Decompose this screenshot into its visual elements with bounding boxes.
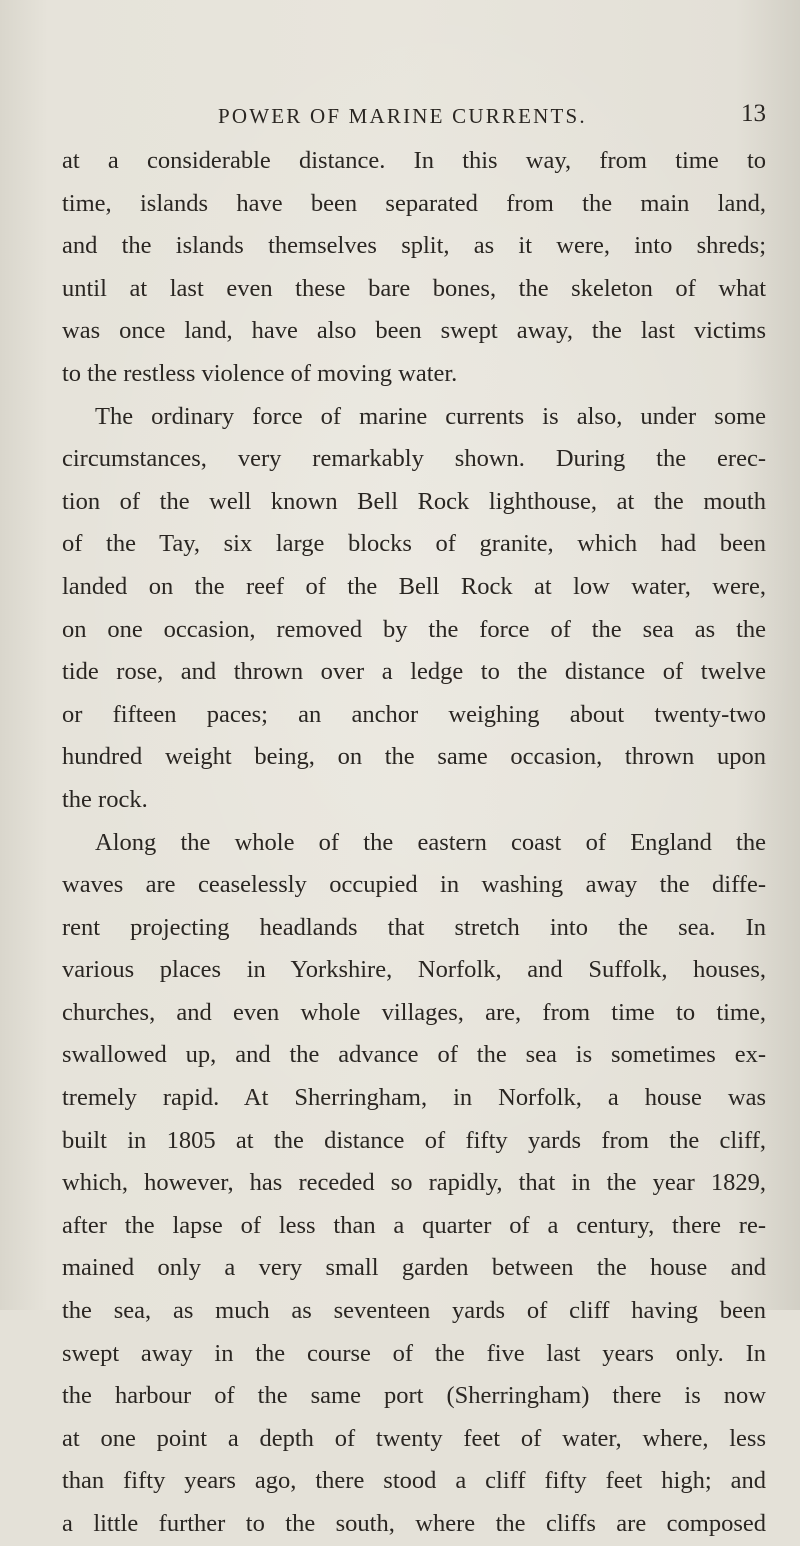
text-line: mained only a very small garden between the house and	[62, 1254, 766, 1282]
text-line: the harbour of the same port (Sherringham) there is now	[62, 1382, 766, 1410]
running-head	[0, 100, 800, 134]
text-line: tide rose, and thrown over a ledge to the distance of twelve	[62, 658, 766, 686]
text-line: of the Tay, six large blocks of granite, which had been	[62, 530, 766, 558]
text-line: Along the whole of the eastern coast of England the	[95, 828, 766, 856]
text-line: rent projecting headlands that stretch into the sea. In	[62, 913, 766, 941]
text-line: churches, and even whole villages, are, from time to time,	[62, 998, 766, 1026]
text-line: tion of the well known Bell Rock lighthouse, at the mouth	[62, 487, 766, 515]
text-line: the rock.	[62, 785, 148, 813]
text-line: swept away in the course of the five last years only. In	[62, 1339, 766, 1367]
text-line: circumstances, very remarkably shown. During the erec-	[62, 445, 766, 473]
text-line: the sea, as much as seventeen yards of cliff having been	[62, 1297, 766, 1325]
text-line: waves are ceaselessly occupied in washing away the diffe-	[62, 871, 766, 899]
text-line: at a considerable distance. In this way, from time to	[62, 147, 766, 174]
text-line: and the islands themselves split, as it were, into shreds;	[62, 232, 766, 260]
text-line: than fifty years ago, there stood a cliff fifty feet high; and	[62, 1467, 766, 1495]
text-line: was once land, have also been swept away, the last victims	[62, 317, 766, 345]
text-line: built in 1805 at the distance of fifty yards from the cliff,	[62, 1126, 766, 1154]
running-title: POWER OF MARINE CURRENTS.	[218, 104, 587, 128]
text-line: time, islands have been separated from the main land,	[62, 189, 766, 217]
text-line: landed on the reef of the Bell Rock at low water, were,	[62, 572, 766, 600]
text-line: hundred weight being, on the same occasion, thrown upon	[62, 743, 766, 771]
text-line: until at last even these bare bones, the skeleton of what	[62, 274, 766, 302]
page-number: 13	[741, 100, 766, 127]
text-line: or fifteen paces; an anchor weighing about twenty-two	[62, 700, 766, 728]
text-line: tremely rapid. At Sherringham, in Norfolk, a house was	[62, 1084, 766, 1112]
text-line: a little further to the south, where the cliffs are composed	[62, 1510, 766, 1537]
text-line: on one occasion, removed by the force of the sea as the	[62, 615, 766, 643]
text-line: which, however, has receded so rapidly, that in the year 1829,	[62, 1169, 766, 1197]
text-line: after the lapse of less than a quarter of a century, there re-	[62, 1211, 766, 1239]
text-line: swallowed up, and the advance of the sea is sometimes ex-	[62, 1041, 766, 1069]
text-line: to the restless violence of moving water.	[62, 359, 458, 387]
text-line: various places in Yorkshire, Norfolk, and Suffolk, houses,	[62, 956, 766, 984]
body-text	[62, 140, 766, 1546]
text-line: at one point a depth of twenty feet of water, where, less	[62, 1424, 766, 1452]
text-line: The ordinary force of marine currents is also, under some	[95, 402, 766, 430]
